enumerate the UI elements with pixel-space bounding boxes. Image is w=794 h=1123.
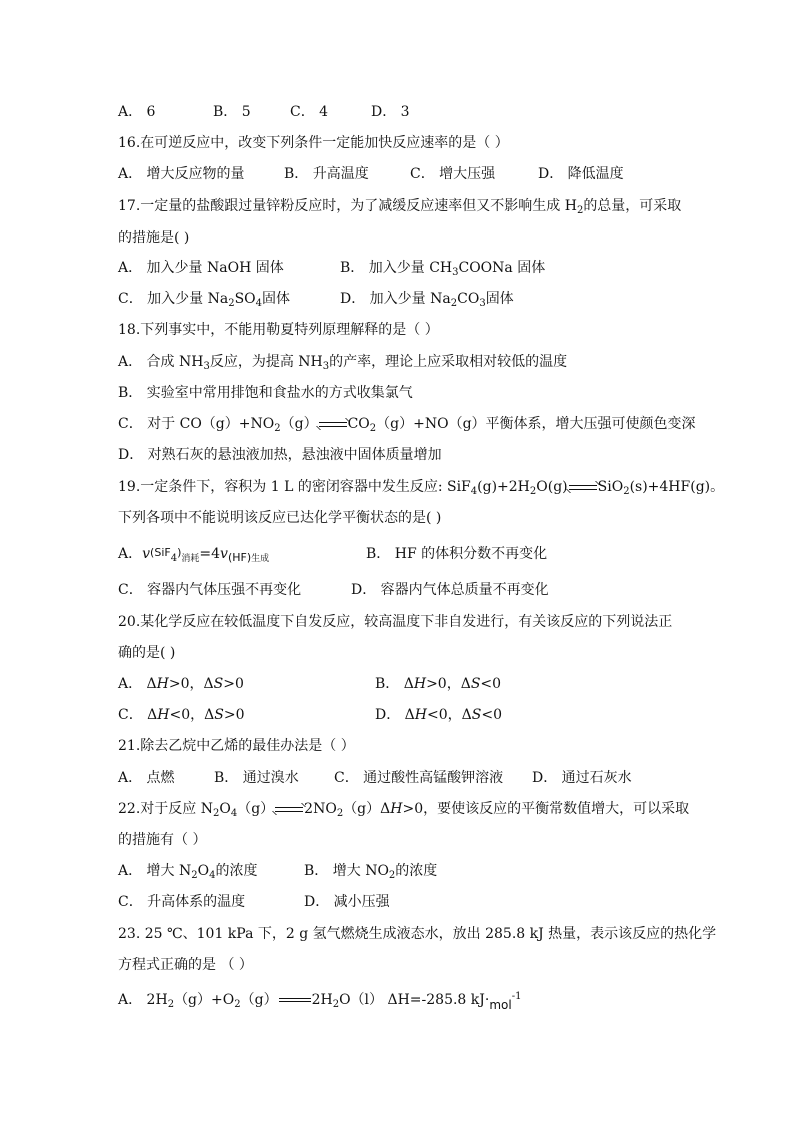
q22-option-b[interactable]: B． 增大 $NO_2$的浓度	[304, 863, 438, 881]
q21-option-b[interactable]: B． 通过溴水	[214, 770, 299, 786]
q16-option-d[interactable]: D． 降低温度	[538, 166, 624, 182]
q22-stem-line2: 的措施有（ ）	[118, 832, 207, 848]
q17-option-b[interactable]: B． 加入少量 $CH_3COONa$ 固体	[340, 260, 546, 278]
equilibrium-arrow-icon	[274, 799, 304, 819]
q15-option-c[interactable]: C． 4	[290, 104, 329, 120]
q15-option-d[interactable]: D． 3	[371, 104, 410, 120]
q17-option-c[interactable]: C． 加入少量 $Na_2SO_4$固体	[118, 291, 291, 309]
q19-option-b[interactable]: B． HF 的体积分数不再变化	[366, 546, 548, 562]
q19-stem-line2: 下列各项中不能说明该反应已达化学平衡状态的是( )	[118, 510, 442, 526]
q16-option-b[interactable]: B． 升高温度	[284, 166, 369, 182]
q18-option-b[interactable]: B． 实验室中常用排饱和食盐水的方式收集氯气	[118, 385, 413, 401]
q18-stem: 18.下列事实中，不能用勒夏特列原理解释的是（ ）	[118, 322, 439, 338]
equilibrium-arrow-icon	[568, 477, 598, 497]
q19-option-d[interactable]: D． 容器内气体总质量不再变化	[351, 582, 549, 598]
q15-option-b[interactable]: B． 5	[213, 104, 251, 120]
q21-option-d[interactable]: D． 通过石灰水	[532, 770, 632, 786]
equals-sign-icon	[278, 990, 312, 1010]
q18-option-a[interactable]: A． 合成 $NH_3$反应，为提高 $NH_3$的产率，理论上应采取相对较低的温度	[118, 354, 568, 372]
q22-stem: 22.对于反应 $N_2O_4(g)$ $2NO_2(g)\Delta H>0$，要使该反应的平衡常数值增大，可以采取	[118, 801, 690, 819]
q20-stem: 20.某化学反应在较低温度下自发反应，较高温度下非自发进行，有关该反应的下列说法正	[118, 614, 673, 630]
equilibrium-arrow-icon	[318, 414, 348, 434]
q17-option-d[interactable]: D． 加入少量 $Na_2CO_3$固体	[340, 291, 514, 309]
q19-stem: 19.一定条件下，容积为 1 L 的密闭容器中发生反应: $SiF_4(g)+2H_2O(g)$ SiO$_2$(s)+4HF(g)。	[118, 479, 725, 497]
q15-option-a[interactable]: A． 6	[118, 104, 156, 120]
q20-option-b[interactable]: B． ΔH>0，ΔS<0	[375, 676, 502, 692]
q17-option-a[interactable]: A． 加入少量 NaOH 固体	[118, 260, 284, 276]
q18-option-c[interactable]: C． 对于 $CO(g)+NO_2(g)$ $CO_2(g)+NO(g)$平衡体系，增大压强可使颜色变深	[118, 416, 696, 434]
q21-option-a[interactable]: A． 点燃	[118, 770, 175, 786]
q20-option-a[interactable]: A． ΔH>0，ΔS>0	[118, 676, 244, 692]
q21-option-c[interactable]: C． 通过酸性高锰酸钾溶液	[334, 770, 504, 786]
q23-stem: 23. 25 ℃、101 kPa 下，2 g 氢气燃烧生成液态水，放出 285.8 kJ 热量，表示该反应的热化学	[118, 926, 717, 942]
q20-stem-line2: 确的是( )	[118, 645, 176, 661]
q18-option-d[interactable]: D． 对熟石灰的悬浊液加热，悬浊液中固体质量增加	[118, 447, 442, 463]
q23-option-a[interactable]: A． $2H_2(g)+O_2(g)$ $2H_2O(l)$ ΔH=-285.8 kJ·mol$^{-1}$	[118, 991, 522, 1012]
q22-option-d[interactable]: D． 减小压强	[304, 894, 390, 910]
q22-option-c[interactable]: C． 升高体系的温度	[118, 894, 246, 910]
q22-option-a[interactable]: A． 增大 $N_2O_4$的浓度	[118, 863, 258, 881]
q16-option-a[interactable]: A． 增大反应物的量	[118, 166, 245, 182]
q19-option-c[interactable]: C． 容器内气体压强不再变化	[118, 582, 302, 598]
q16-stem: 16.在可逆反应中，改变下列条件一定能加快反应速率的是（ ）	[118, 135, 509, 151]
q21-stem: 21.除去乙烷中乙烯的最佳办法是（ ）	[118, 738, 355, 754]
q17-stem: 17.一定量的盐酸跟过量锌粉反应时，为了减缓反应速率但又不影响生成 $H_2$的总量，可采取	[118, 198, 682, 216]
q19-option-a[interactable]: A．$v(SiF_4)_{消耗}=4v_{(HF)生成}$	[118, 546, 270, 564]
q16-option-c[interactable]: C． 增大压强	[410, 166, 496, 182]
q17-stem-line2: 的措施是( )	[118, 230, 190, 246]
q23-stem-line2: 方程式正确的是 （ ）	[118, 957, 253, 973]
q20-option-c[interactable]: C． ΔH<0，ΔS>0	[118, 707, 245, 723]
q20-option-d[interactable]: D． ΔH<0，ΔS<0	[375, 707, 502, 723]
